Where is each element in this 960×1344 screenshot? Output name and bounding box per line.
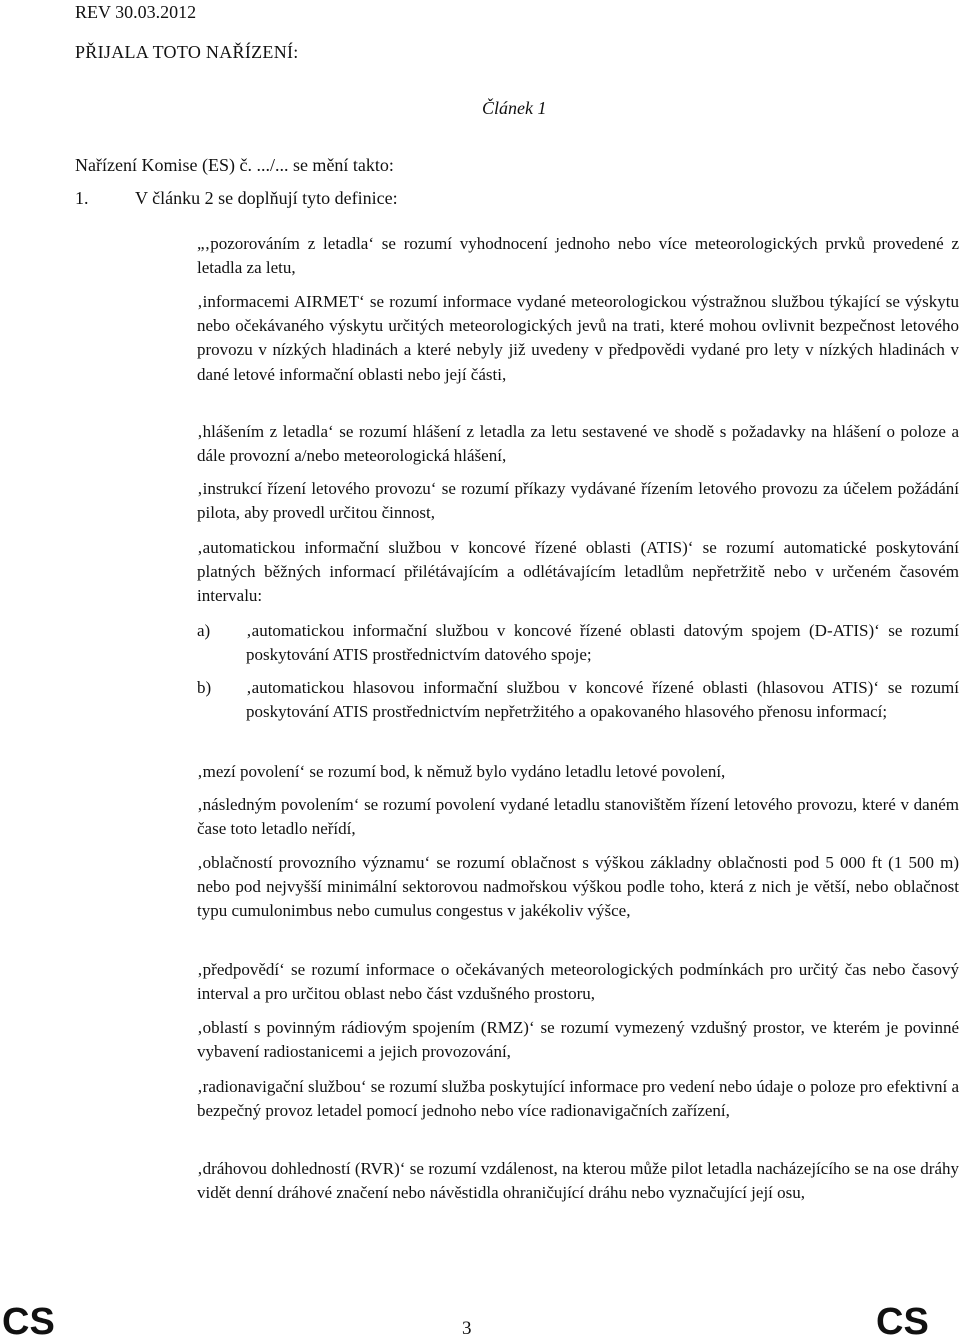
page-number: 3 bbox=[462, 1318, 472, 1339]
definition-paragraph: ‚radionavigační službou‘ se rozumí služba poskytující informace pro vedení nebo údaje o poloze pro efektivní a bezpečný provoz letadel pomocí jednoho nebo více radionavigačních zařízení, bbox=[197, 1077, 959, 1121]
revision-label: REV 30.03.2012 bbox=[75, 2, 197, 22]
item-number: 1. bbox=[75, 188, 89, 208]
definition-paragraph: ‚instrukcí řízení letového provozu‘ se rozumí příkazy vydávané řízením letového provozu za účelem požádání pilota, aby provedl určitou činnost, bbox=[197, 479, 959, 523]
definition-paragraph: ‚oblastí s povinným rádiovým spojením (RMZ)‘ se rozumí vymezený vzdušný prostor, ve kterém je povinné vybavení radiostanicemi a jejich provozování, bbox=[197, 1018, 959, 1062]
sub-item-text: ‚automatickou informační službou v koncové řízené oblasti datovým spojem (D-ATIS)‘ se rozumí poskytování ATIS prostřednictvím datového spoje; bbox=[246, 621, 959, 665]
sub-item-text: ‚automatickou hlasovou informační službou v koncové řízené oblasti (hlasovou ATIS)‘ se rozumí poskytování ATIS prostřednictvím nepřetržitého a opakovaného hlasového přenosu informací; bbox=[246, 678, 959, 722]
article-title: Článek 1 bbox=[482, 98, 547, 118]
footer-language-code-right: CS bbox=[876, 1301, 929, 1343]
definition-paragraph: „‚pozorováním z letadla‘ se rozumí vyhodnocení jednoho nebo více meteorologických prvků provedené z letadla za letu, bbox=[197, 234, 959, 278]
definition-paragraph: ‚předpovědí‘ se rozumí informace o očekávaných meteorologických podmínkách pro určitý čas nebo časový interval a pro určitou oblast nebo část vzdušného prostoru, bbox=[197, 960, 959, 1004]
definition-paragraph: ‚automatickou informační službou v koncové řízené oblasti (ATIS)‘ se rozumí automatické poskytování platných běžných informací přilétávajícím a odlétávajícím letadlům nepřetržitě nebo v určeném časovém intervalu: bbox=[197, 538, 959, 606]
amendment-intro: Nařízení Komise (ES) č. .../... se mění takto: bbox=[75, 155, 394, 175]
adoption-heading: PŘIJALA TOTO NAŘÍZENÍ: bbox=[75, 42, 299, 62]
definition-paragraph: ‚oblačností provozního významu‘ se rozumí oblačnost s výškou základny oblačnosti pod 5 000 ft (1 500 m) nebo pod nejvyšší minimální sektorovou nadmořskou výškou podle toho, která z nich je větší, nebo oblačnost typu cumulonimbus nebo cumulus congestus v jakékoliv výšce, bbox=[197, 853, 959, 921]
footer-language-code-left: CS bbox=[2, 1301, 55, 1343]
definition-paragraph: ‚informacemi AIRMET‘ se rozumí informace vydané meteorologickou výstražnou službou týkající se výskytu nebo očekávaného výskytu určitých meteorologických jevů na trati, které mohou ovlivnit bezpečnost letového provozu v nízkých hladinách a které nebyly již uvedeny v předpovědi vydané pro lety v nízkých hladinách v dané letové informační oblasti nebo její části, bbox=[197, 292, 959, 384]
item-text: V článku 2 se doplňují tyto definice: bbox=[135, 188, 398, 208]
definition-paragraph: ‚hlášením z letadla‘ se rozumí hlášení z letadla za letu sestavené ve shodě s požadavky na hlášení o poloze a dále provozní a/nebo meteorologická hlášení, bbox=[197, 422, 959, 466]
definition-paragraph: ‚následným povolením‘ se rozumí povolení vydané letadlu stanovištěm řízení letového provozu, které v daném čase toto letadlo neřídí, bbox=[197, 795, 959, 839]
sub-item-label: a) bbox=[197, 621, 211, 640]
sub-item-label: b) bbox=[197, 678, 212, 697]
definition-paragraph: ‚dráhovou dohledností (RVR)‘ se rozumí vzdálenost, na kterou může pilot letadla nacházejícího se na ose dráhy vidět denní dráhové značení nebo návěstidla ohraničující dráhu nebo vyznačující její osu, bbox=[197, 1159, 959, 1203]
definition-paragraph: ‚mezí povolení‘ se rozumí bod, k němuž bylo vydáno letadlu letové povolení, bbox=[197, 762, 726, 781]
